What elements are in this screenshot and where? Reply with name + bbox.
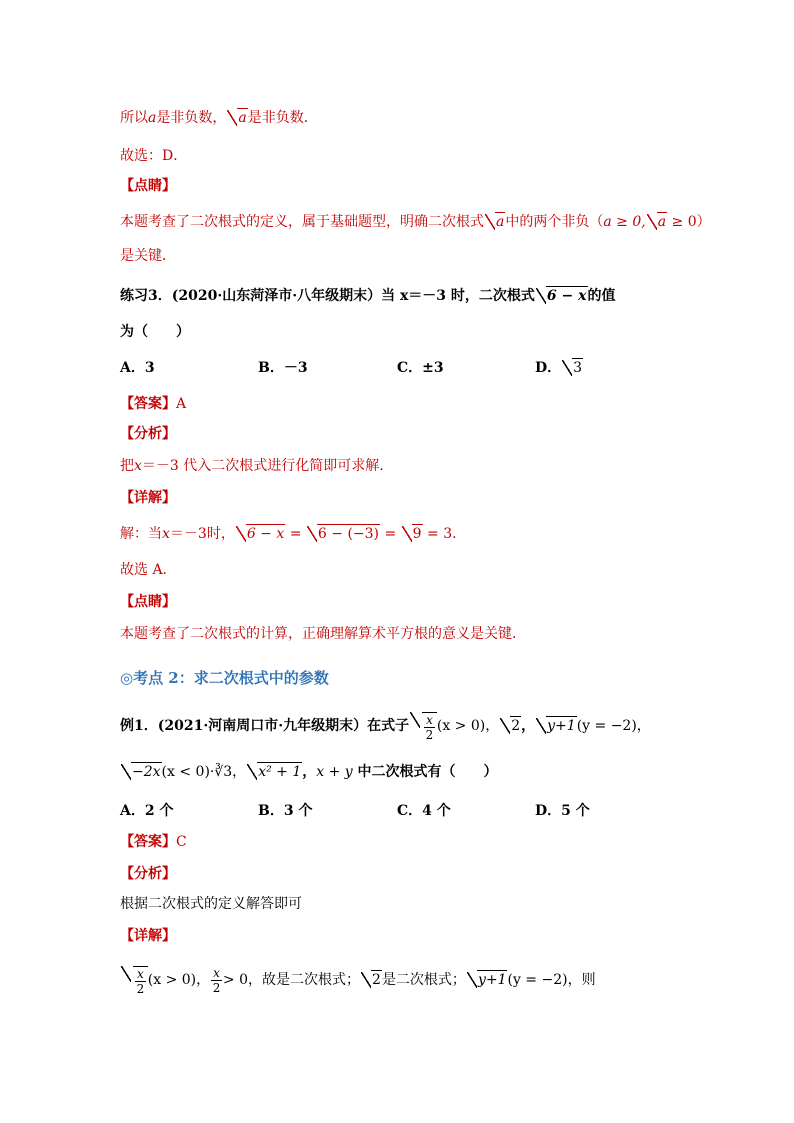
section-heading-kaodian-2: ◎考点 2：求二次根式中的参数 [120,669,329,687]
line-choose-a: 故选 A. [120,562,168,578]
line-dianjing-text-1: 本题考查了二次根式的定义，属于基础题型，明确二次根式 a中的两个非负（a ≥ 0, a ≥ 0） [120,214,711,230]
line-solution-2: $\frac{x}{2}$ (x > 0)， $\frac{x}{2}$ > 0，故是二次根式； 2 是二次根式； y+1 (y = −2)，则 [120,960,596,1000]
line-conclusion-nonneg: 所以a是非负数， a是非负数． [120,110,318,126]
option-b-1: B．－3 [258,360,308,376]
line-dianjing-text-2: 是关键． [120,248,176,264]
answer-line-2: 【答案】C [120,834,187,850]
option-b-2: B．3 个 [258,803,313,819]
example-1-title: 例1．(2021·河南周口市·九年级期末）在式子 $\frac{x}{2}$ (x > 0)， 2 ， y+1 (y = −2)， [120,708,651,744]
option-a-1: A．3 [120,360,155,376]
exercise-3-title-cont: 为（ ） [120,324,190,340]
line-dianjing-text-3: 本题考查了二次根式的计算，正确理解算术平方根的意义是关键. [120,626,517,642]
option-c-1: C．±3 [397,360,444,376]
option-d-1: D． 3 [535,360,583,376]
heading-xiangjie-1: 【详解】 [120,490,176,506]
option-a-2: A．2 个 [120,803,174,819]
line-solution-1: 解：当x＝－3时， 6 − x = 6 − (−3) = 9 = 3. [120,526,457,542]
line-fenxi-2: 根据二次根式的定义解答即可 [120,896,302,912]
heading-dianjing-1: 【点睛】 [120,178,176,194]
radical-a: a [227,108,247,128]
answer-line-1: 【答案】A [120,396,187,412]
option-d-2: D．5 个 [535,803,590,819]
example-1-title-cont: −2x(x < 0)·∛3， x² + 1，x + y 中二次根式有（ ） [120,762,498,782]
heading-fenxi-1: 【分析】 [120,426,176,442]
line-fenxi-1: 把x＝－3 代入二次根式进行化简即可求解. [120,458,384,474]
heading-fenxi-2: 【分析】 [120,866,176,882]
heading-dianjing-2: 【点睛】 [120,594,176,610]
option-c-2: C．4 个 [397,803,451,819]
line-choice-d: 故选：D． [120,148,188,164]
exercise-3-title: 练习3．(2020·山东菏泽市·八年级期末）当 x＝－3 时，二次根式 6 − x的值 [120,288,616,304]
heading-xiangjie-2: 【详解】 [120,928,176,944]
